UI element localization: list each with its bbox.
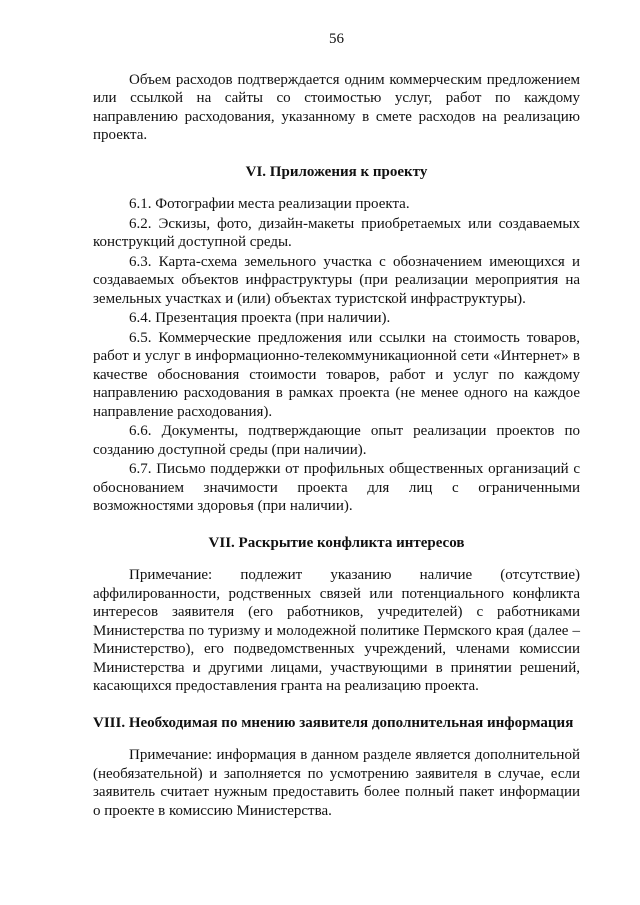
list-item: 6.5. Коммерческие предложения или ссылки на стоимость товаров, работ и услуг в информационно-телекоммуникационной сети «Интернет» в качестве обоснования стоимости товаров, работ и услуг по каждому направлению расходования в рамках проекта (не менее одного на каждое направление расходования). <box>93 329 580 420</box>
list-item: 6.3. Карта-схема земельного участка с обозначением имеющихся и создаваемых объектов инфраструктуры (при реализации мероприятия на земельных участках и (или) объектах туристской инфраструктуры). <box>93 253 580 307</box>
list-item: 6.7. Письмо поддержки от профильных общественных организаций с обоснованием значимости проекта для лиц с ограниченными возможностями здоровья (при наличии). <box>93 461 580 514</box>
list-item: 6.1. Фотографии места реализации проекта. <box>129 196 410 212</box>
intro-paragraph: Объем расходов подтверждается одним коммерческим предложением или ссылкой на сайты со стоимостью услуг, работ по каждому направлению расходования, указанному в смете расходов на реализацию проекта. <box>93 71 580 143</box>
section-7-heading: VII. Раскрытие конфликта интересов <box>208 534 465 551</box>
list-item: 6.4. Презентация проекта (при наличии). <box>129 310 391 326</box>
list-item: 6.2. Эскизы, фото, дизайн-макеты приобретаемых или создаваемых конструкций доступной среды. <box>93 215 580 250</box>
section-6-items <box>93 195 580 516</box>
document-page <box>93 30 580 820</box>
list-item: 6.6. Документы, подтверждающие опыт реализации проектов по созданию доступной среды (при наличии). <box>93 423 580 458</box>
section-8-note: Примечание: информация в данном разделе является дополнительной (необязательной) и заполняется по усмотрению заявителя в случае, если заявитель считает нужным предоставить более полный пакет информации о проекте в комиссию Министерства. <box>93 747 580 819</box>
page-number: 56 <box>329 31 344 47</box>
section-7-note: Примечание: подлежит указанию наличие (отсутствие) аффилированности, родственных связей или потенциального конфликта интересов заявителя (его работников, учредителей) с работниками Министерства по туризму и молодежной политике Пермского края (далее – Министерство), его подведомственных учреждений, членами комиссии Министерства и другими лицами, участвующими в принятии решений, касающихся предоставления гранта на реализацию проекта. <box>93 567 580 694</box>
section-6-heading: VI. Приложения к проекту <box>245 163 428 180</box>
section-8-heading: VIII. Необходимая по мнению заявителя дополнительная информация <box>93 714 574 731</box>
